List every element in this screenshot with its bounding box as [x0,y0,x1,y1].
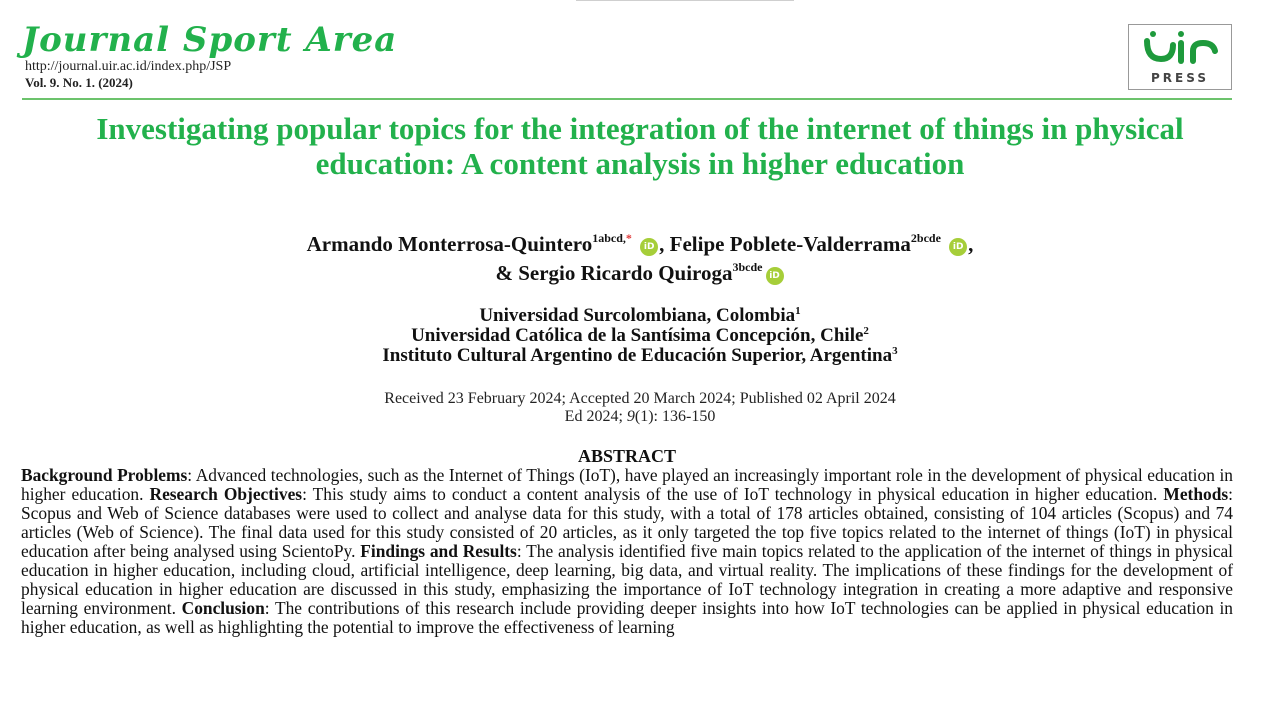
abstract-label: Findings and Results [360,541,517,561]
journal-volume: Vol. 9. No. 1. (2024) [25,75,133,90]
author-list [60,230,1220,288]
paper-title: Investigating popular topics for the integration of the internet of things in physical education: A content analysis in higher education [96,111,1184,181]
abstract-text: : This study aims to conduct a content analysis of the use of IoT technology in physical education in higher education. [302,484,1164,504]
abstract-label: Research Objectives [149,484,303,504]
abstract-body [21,466,1233,637]
author-name: Felipe Poblete-Valderrama [669,232,911,256]
author-superscript: 1abcd, [592,231,626,245]
author-name: Sergio Ricardo Quiroga [518,261,733,285]
journal-title: Journal Sport Area [22,20,398,60]
affiliation-list [60,306,1220,366]
author-separator: , [659,232,670,256]
abstract-heading: ABSTRACT [577,446,677,466]
author-superscript: 2bcde [910,231,941,245]
header-divider [22,98,1232,100]
abstract-text: : The contributions of this research include providing deeper insights into how IoT technologies can be applied in physical education in higher education, as well as highlighting the potential to improve the effectiveness of learning [21,598,1234,637]
corresponding-author-mark: * [625,231,632,245]
orcid-icon[interactable]: iD [766,267,784,285]
affiliation: Universidad Católica de la Santísima Concepción, Chile$^2$ [411,325,869,346]
abstract-label: Conclusion [181,598,265,618]
abstract-label: Background Problems [21,465,188,485]
abstract-text: : The analysis identified five main topics related to the application of the internet of things in physical education in higher education, including cloud, artificial intelligence, deep learning, big data, and virtual reality. The implications of these findings for the development of physical education in higher education are discussed in this study, emphasizing the importance of IoT technology integration in creating a more adaptive and responsive learning environment. [21,541,1234,618]
orcid-icon[interactable]: iD [949,238,967,256]
author-separator: , [968,232,974,256]
received-accepted-published: Received 23 February 2024; Accepted 20 March 2024; Published 02 April 2024 [384,390,896,407]
publication-dates [60,390,1220,426]
abstract-text: : Advanced technologies, such as the Internet of Things (IoT), have played an increasingly important role in the development of physical education in higher education. [21,465,1233,504]
affiliation: Instituto Cultural Argentino de Educación Superior, Argentina$^3$ [382,345,898,366]
uir-press-logo [1128,24,1232,90]
logo-press-text: PRESS [1151,71,1209,85]
viewer-top-edge [576,0,794,1]
orcid-icon[interactable]: iD [640,238,658,256]
author-name: Armando Monterrosa-Quintero [306,232,593,256]
uir-press-logo-icon [1139,29,1223,69]
author-prefix: & [495,261,519,285]
abstract-text: : Scopus and Web of Science databases were used to collect and analyse data for this study, with a total of 178 articles obtained, consisting of 104 articles (Scopus) and 74 articles (Web of Science). The final data used for this study consisted of 20 articles, as it only targeted the top five topics related to the internet of things (IoT) in physical education after being analysed using ScientoPy. [21,484,1233,561]
author-superscript: 3bcde [732,260,763,274]
abstract-label: Methods [1163,484,1229,504]
journal-url[interactable]: http://journal.uir.ac.id/index.php/JSP [25,59,232,74]
affiliation: Universidad Surcolombiana, Colombia$^1$ [479,305,801,326]
citation: Ed 2024; 9(1): 136-150 [564,408,716,425]
